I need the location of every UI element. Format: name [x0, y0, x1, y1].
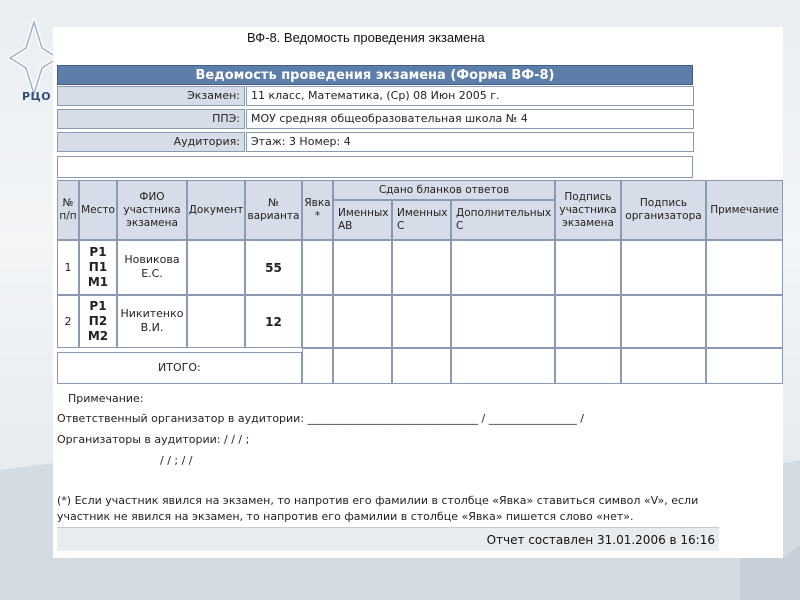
row2-place-r: Р1 — [89, 299, 107, 313]
total-sign-organizer — [621, 348, 706, 384]
total-remark — [706, 348, 783, 384]
header-num: № п/п — [57, 180, 79, 240]
header-submitted: Сдано бланков ответов — [333, 180, 555, 200]
total-sign-participant — [555, 348, 621, 384]
header-attendance: Явка * — [302, 180, 333, 240]
exam-label: Экзамен: — [57, 86, 245, 106]
row1-place-r: Р1 — [89, 245, 107, 259]
auditorium-label: Аудитория: — [57, 132, 245, 152]
row1-named-c — [392, 240, 451, 295]
row1-place-p: П1 — [88, 260, 108, 274]
row2-extra-c — [451, 295, 555, 348]
row1-extra-c — [451, 240, 555, 295]
total-extra-c — [451, 348, 555, 384]
row2-fio — [117, 295, 187, 348]
row2-variant: 12 — [245, 295, 302, 348]
row1-variant: 55 — [245, 240, 302, 295]
remark-label: Примечание: — [68, 392, 144, 405]
logo-text: РЦО — [22, 90, 52, 103]
ppe-value: МОУ средняя общеобразовательная школа № 4 — [246, 109, 694, 129]
total-named-c — [392, 348, 451, 384]
footnote-line-1: (*) Если участник явился на экзамен, то напротив его фамилии в столбце «Явка» ставиться символ «V», если — [57, 494, 699, 507]
row2-place-m: М2 — [87, 329, 109, 343]
row2-named-ab — [333, 295, 392, 348]
header-sign-organizer: Подпись организатора — [621, 180, 706, 240]
report-footer: Отчет составлен 31.01.2006 в 16:16 — [57, 527, 719, 551]
responsible-organizer-line: Ответственный организатор в аудитории: _______________________________ / ________________ / — [57, 412, 584, 425]
header-remark: Примечание — [706, 180, 783, 240]
row2-place-p: П2 — [88, 314, 108, 328]
total-named-ab — [333, 348, 392, 384]
row2-attendance — [302, 295, 333, 348]
auditorium-value: Этаж: 3 Номер: 4 — [246, 132, 694, 152]
header-extra-c: Дополнительных С — [451, 200, 555, 240]
organizers-line-1: Организаторы в аудитории: / / / ; — [57, 433, 250, 446]
header-variant: № варианта — [245, 180, 302, 240]
row1-remark — [706, 240, 783, 295]
row1-sign-organizer — [621, 240, 706, 295]
row2-initials: В.И. — [140, 321, 164, 334]
row2-remark — [706, 295, 783, 348]
header-named-ab: Именных АВ — [333, 200, 392, 240]
row2-sign-participant — [555, 295, 621, 348]
exam-value: 11 класс, Математика, (Ср) 08 Июн 2005 г. — [246, 86, 694, 106]
row2-place — [79, 295, 117, 348]
header-document: Документ — [187, 180, 245, 240]
row1-named-ab — [333, 240, 392, 295]
row2-document — [187, 295, 245, 348]
row2-sign-organizer — [621, 295, 706, 348]
footnote-line-2: участник не явился на экзамен, то напротив его фамилии в столбце «Явка» пишется слово «нет». — [57, 510, 634, 523]
row1-fio — [117, 240, 187, 295]
row1-attendance — [302, 240, 333, 295]
row2-named-c — [392, 295, 451, 348]
row1-initials: Е.С. — [141, 267, 163, 280]
empty-field — [57, 156, 693, 178]
row1-num: 1 — [57, 240, 79, 295]
row2-num: 2 — [57, 295, 79, 348]
organizers-line-2: / / ; / / — [160, 454, 193, 467]
header-fio: ФИО участника экзамена — [117, 180, 187, 240]
document-title: ВФ-8. Ведомость проведения экзамена — [247, 30, 485, 45]
total-attendance — [302, 348, 333, 384]
total-label: ИТОГО: — [57, 352, 302, 384]
form-banner: Ведомость проведения экзамена (Форма ВФ-8) — [57, 65, 693, 85]
ppe-label: ППЭ: — [57, 109, 245, 129]
row1-place-m: М1 — [87, 275, 109, 289]
header-sign-participant: Подпись участника экзамена — [555, 180, 621, 240]
row1-surname: Новикова — [124, 253, 180, 266]
header-place: Место — [79, 180, 117, 240]
header-named-c: Именных С — [392, 200, 451, 240]
row1-place — [79, 240, 117, 295]
row1-sign-participant — [555, 240, 621, 295]
row2-surname: Никитенко — [120, 307, 184, 320]
row1-document — [187, 240, 245, 295]
